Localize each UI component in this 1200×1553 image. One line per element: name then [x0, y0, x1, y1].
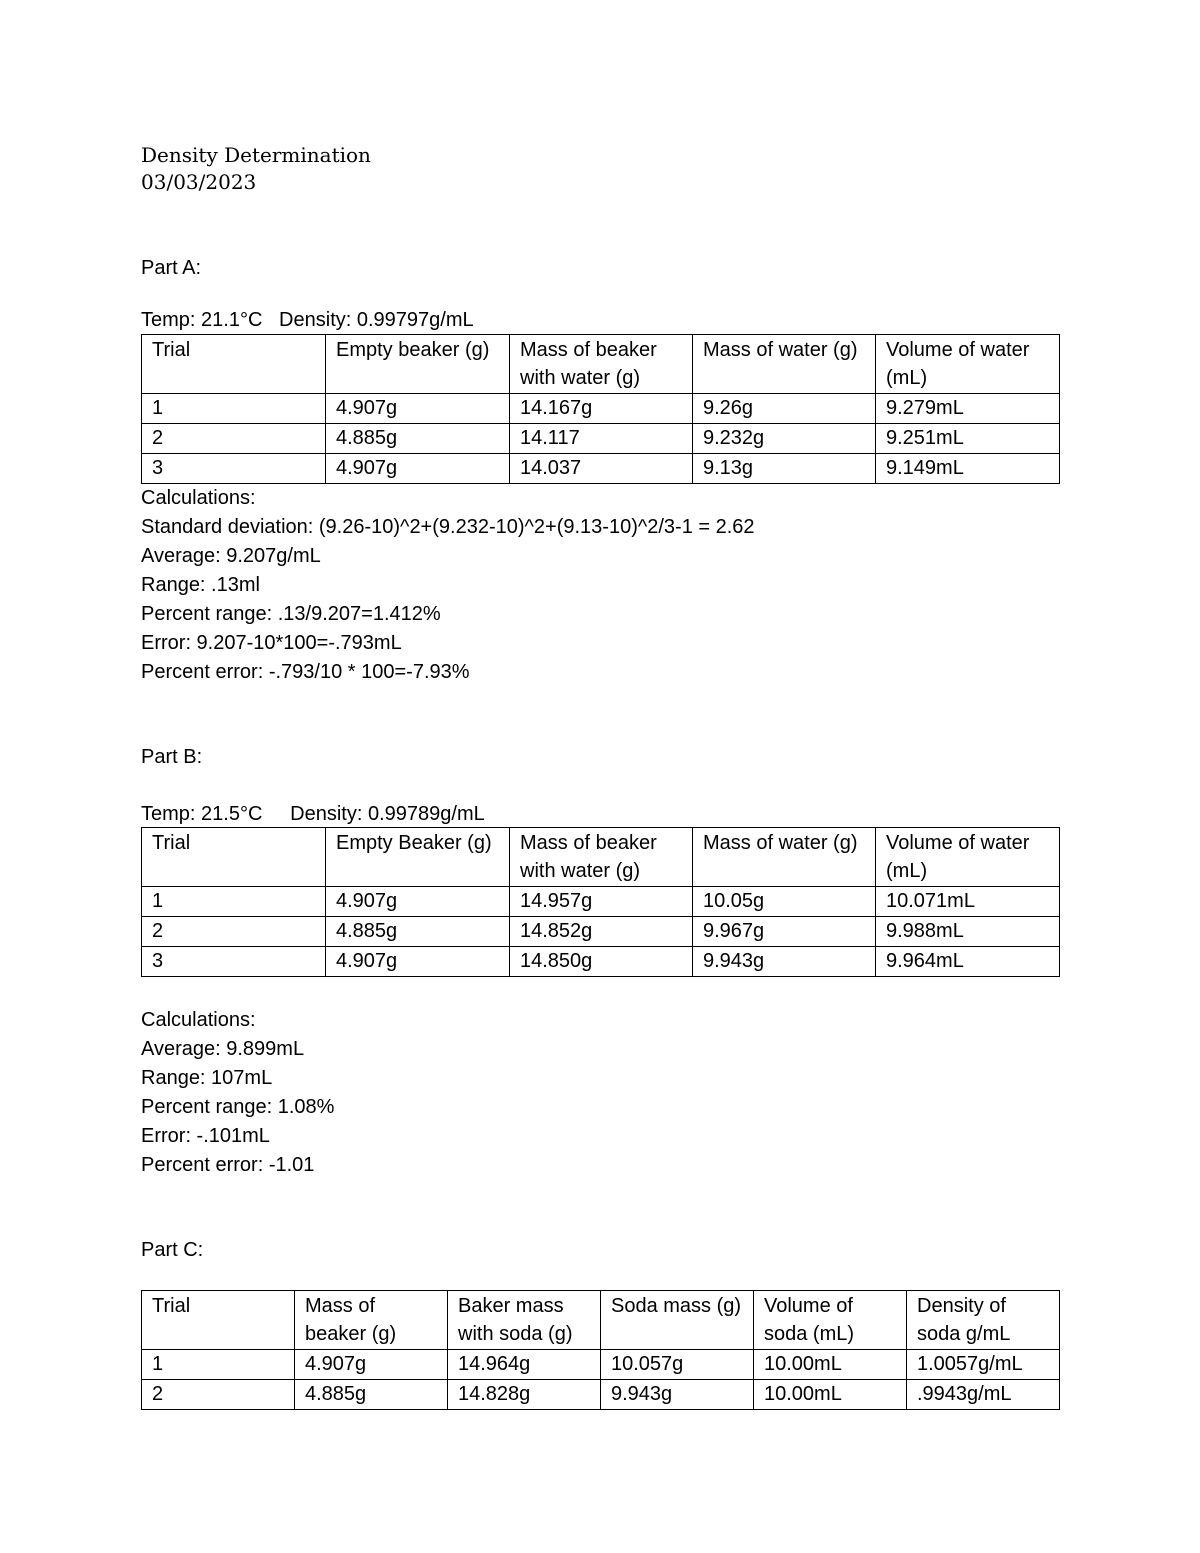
table-row	[142, 424, 1060, 454]
table-header-row	[142, 828, 1060, 887]
table-cell: 4.885g	[295, 1380, 448, 1410]
header-cell: Trial	[142, 828, 326, 887]
header-cell: Baker mass with soda (g)	[448, 1291, 601, 1350]
calc-line: Error: 9.207-10*100=-.793mL	[141, 632, 402, 654]
table-cell: 4.907g	[326, 947, 510, 977]
header-cell: Mass of beaker with water (g)	[510, 828, 693, 887]
calc-line: Standard deviation: (9.26-10)^2+(9.232-10)^2+(9.13-10)^2/3-1 = 2.62	[141, 516, 755, 538]
table-cell: 4.885g	[326, 424, 510, 454]
table-cell: 14.852g	[510, 917, 693, 947]
header-cell: Trial	[142, 1291, 295, 1350]
table-cell: 14.117	[510, 424, 693, 454]
table-cell: 9.967g	[693, 917, 876, 947]
table-row	[142, 947, 1060, 977]
header-cell: Mass of beaker with water (g)	[510, 335, 693, 394]
table-cell: 4.907g	[326, 454, 510, 484]
table-cell: 9.251mL	[876, 424, 1060, 454]
table-cell: 2	[142, 424, 326, 454]
calc-line: Percent error: -1.01	[141, 1154, 315, 1176]
table-cell: 1	[142, 394, 326, 424]
table-cell: 10.071mL	[876, 887, 1060, 917]
header-cell: Mass of water (g)	[693, 335, 876, 394]
table-cell: 2	[142, 1380, 295, 1410]
table-cell: 4.907g	[326, 394, 510, 424]
part-b-calculations	[141, 1006, 334, 1180]
part-c-heading: Part C:	[141, 1239, 204, 1261]
calc-line: Percent range: .13/9.207=1.412%	[141, 603, 441, 625]
header-cell: Volume of soda (mL)	[754, 1291, 907, 1350]
table-cell: 1.0057g/mL	[907, 1350, 1060, 1380]
calc-line: Percent range: 1.08%	[141, 1096, 335, 1118]
table-cell: 1	[142, 1350, 295, 1380]
table-cell: 9.943g	[601, 1380, 754, 1410]
header-cell: Trial	[142, 335, 326, 394]
table-cell: 14.957g	[510, 887, 693, 917]
table-cell: 10.05g	[693, 887, 876, 917]
table-cell: 9.279mL	[876, 394, 1060, 424]
document-header	[141, 142, 371, 196]
table-header-row	[142, 335, 1060, 394]
table-row	[142, 454, 1060, 484]
table-cell: 14.850g	[510, 947, 693, 977]
table-cell: 9.149mL	[876, 454, 1060, 484]
table-row	[142, 917, 1060, 947]
table-cell: 9.964mL	[876, 947, 1060, 977]
part-a-calculations	[141, 484, 755, 687]
table-cell: 14.828g	[448, 1380, 601, 1410]
part-b-conditions: Temp: 21.5°C Density: 0.99789g/mL	[141, 803, 485, 825]
table-cell: 3	[142, 947, 326, 977]
header-cell: Density of soda g/mL	[907, 1291, 1060, 1350]
table-cell: 14.037	[510, 454, 693, 484]
table-cell: 4.885g	[326, 917, 510, 947]
table-cell: 1	[142, 887, 326, 917]
calc-line: Error: -.101mL	[141, 1125, 270, 1147]
table-row	[142, 1350, 1060, 1380]
table-cell: 4.907g	[326, 887, 510, 917]
header-cell: Soda mass (g)	[601, 1291, 754, 1350]
header-cell: Volume of water (mL)	[876, 335, 1060, 394]
table-cell: 9.943g	[693, 947, 876, 977]
table-cell: 9.26g	[693, 394, 876, 424]
table-cell: .9943g/mL	[907, 1380, 1060, 1410]
table-cell: 10.057g	[601, 1350, 754, 1380]
calc-line: Range: .13ml	[141, 574, 260, 596]
table-header-row	[142, 1291, 1060, 1350]
part-a-heading: Part A:	[141, 257, 202, 279]
table-cell: 9.13g	[693, 454, 876, 484]
header-cell: Mass of water (g)	[693, 828, 876, 887]
table-row	[142, 887, 1060, 917]
header-cell: Volume of water (mL)	[876, 828, 1060, 887]
table-cell: 14.964g	[448, 1350, 601, 1380]
part-b-table	[141, 827, 1060, 977]
document-title: Density Determination	[141, 143, 371, 167]
header-cell: Empty Beaker (g)	[326, 828, 510, 887]
document-date: 03/03/2023	[141, 170, 257, 194]
table-cell: 2	[142, 917, 326, 947]
table-cell: 10.00mL	[754, 1380, 907, 1410]
table-cell: 10.00mL	[754, 1350, 907, 1380]
table-cell: 9.988mL	[876, 917, 1060, 947]
calc-line: Average: 9.207g/mL	[141, 545, 321, 567]
calc-line: Calculations:	[141, 487, 256, 509]
table-cell: 4.907g	[295, 1350, 448, 1380]
calc-line: Calculations:	[141, 1009, 256, 1031]
part-c-table	[141, 1290, 1060, 1410]
table-row	[142, 1380, 1060, 1410]
header-cell: Mass of beaker (g)	[295, 1291, 448, 1350]
table-cell: 14.167g	[510, 394, 693, 424]
table-cell: 9.232g	[693, 424, 876, 454]
part-b-heading: Part B:	[141, 746, 203, 768]
calc-line: Range: 107mL	[141, 1067, 273, 1089]
table-cell: 3	[142, 454, 326, 484]
calc-line: Average: 9.899mL	[141, 1038, 305, 1060]
part-a-conditions: Temp: 21.1°C Density: 0.99797g/mL	[141, 309, 474, 331]
calc-line: Percent error: -.793/10 * 100=-7.93%	[141, 661, 470, 683]
part-a-table	[141, 334, 1060, 484]
header-cell: Empty beaker (g)	[326, 335, 510, 394]
table-row	[142, 394, 1060, 424]
